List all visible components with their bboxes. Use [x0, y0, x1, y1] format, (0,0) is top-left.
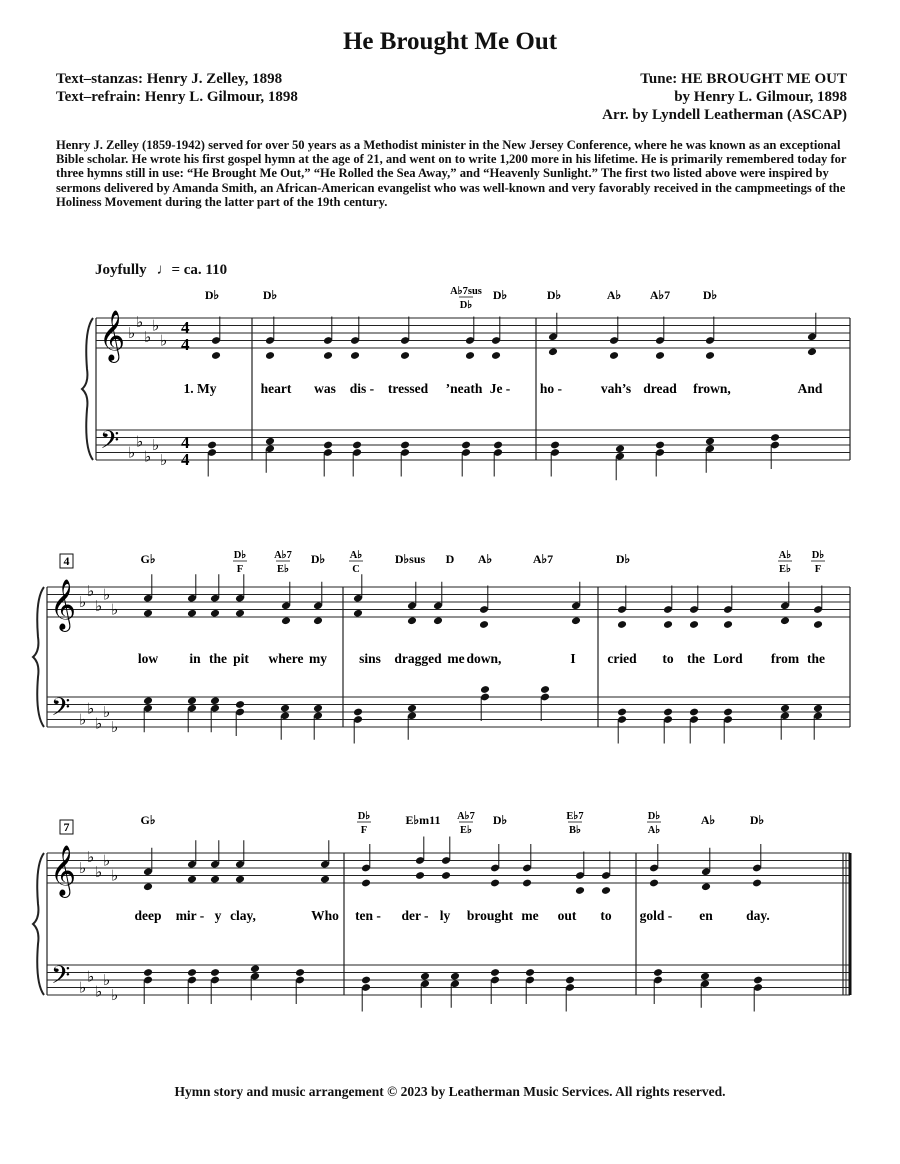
treble-notehead — [490, 879, 500, 888]
bass-notehead — [770, 433, 780, 442]
lyric-syllable: dis - — [349, 381, 375, 396]
chord-symbol: E♭7 — [566, 811, 584, 822]
treble-notehead — [320, 875, 330, 884]
lyric-syllable: deep — [134, 908, 162, 923]
lyric-syllable: me — [447, 651, 465, 666]
treble-notehead — [143, 609, 153, 618]
flat-icon: ♭ — [95, 982, 103, 1001]
treble-notehead — [705, 351, 715, 360]
bass-notehead — [653, 968, 663, 977]
flat-icon: ♭ — [95, 714, 103, 733]
bass-notehead — [780, 704, 790, 713]
bass-notehead — [461, 441, 471, 450]
lyric-syllable: cried — [607, 651, 637, 666]
arranger-credit: Arr. by Lyndell Leatherman (ASCAP) — [602, 107, 847, 123]
flat-icon: ♭ — [111, 600, 119, 619]
chord-symbol: D♭sus — [394, 552, 426, 566]
bass-notehead — [361, 976, 371, 985]
treble-notehead — [235, 875, 245, 884]
flat-icon: ♭ — [79, 710, 87, 729]
flat-icon: ♭ — [111, 718, 119, 736]
flat-icon: ♭ — [136, 432, 144, 451]
bass-notehead — [450, 972, 460, 981]
flat-icon: ♭ — [160, 331, 168, 350]
bass-notehead — [323, 441, 333, 450]
lyric-syllable: dread — [643, 381, 677, 396]
bass-notehead — [353, 708, 363, 717]
chord-bass-note: E♭ — [779, 564, 791, 575]
bass-notehead — [210, 696, 220, 705]
chord-symbol: A♭7 — [649, 288, 671, 302]
chord-symbol: A♭ — [778, 550, 792, 561]
flat-icon: ♭ — [111, 866, 119, 885]
chord-symbol: D♭ — [811, 550, 825, 561]
chord-symbol: A♭ — [349, 550, 363, 561]
chord-symbol: D♭ — [357, 811, 371, 822]
bass-notehead — [617, 708, 627, 717]
lyric-syllable: the — [209, 651, 227, 666]
bass-notehead — [480, 685, 490, 694]
lyric-syllable: gold - — [639, 908, 673, 923]
bass-notehead — [655, 441, 665, 450]
treble-notehead — [663, 620, 673, 629]
lyric-syllable: down, — [466, 651, 502, 666]
flat-icon: ♭ — [111, 986, 119, 1004]
lyric-syllable: brought — [466, 908, 514, 923]
bass-notehead — [420, 972, 430, 981]
lyric-syllable: out — [557, 908, 577, 923]
flat-icon: ♭ — [95, 596, 103, 615]
lyric-syllable: sins — [359, 651, 381, 666]
treble-notehead — [313, 616, 323, 625]
treble-clef-icon: 𝄞 — [50, 845, 77, 896]
lyric-syllable: ’neath — [445, 381, 483, 396]
bass-notehead — [615, 444, 625, 453]
chord-symbol: A♭ — [606, 288, 622, 302]
chord-bass-note: E♭ — [277, 564, 289, 575]
bass-notehead — [490, 968, 500, 977]
flat-icon: ♭ — [103, 971, 111, 989]
hymn-story: Henry J. Zelley (1859-1942) served for over 50 years as a Methodist minister in the New Jersey Conference, where he was known as an exceptional Bible scholar. He wrote his first gospel hymn at the age of 21, and went on to write 1,200 more in his lifetime. He is primarily remembered today for three hymns still in use: “He Brought Me Out,” “He Rolled the Sea Away,” and “Heavenly Sunlight.” The first two listed above were inspired by sermons delivered by Amanda Smith, an African-American evangelist who was well-known and very favorably received in the campmeetings of the Holiness Movement during the latter part of the 19th century. — [56, 138, 847, 209]
bass-clef-icon: 𝄢 — [100, 426, 120, 461]
time-sig-bottom-bass: 4 — [181, 450, 190, 469]
flat-icon: ♭ — [95, 862, 103, 881]
treble-notehead — [609, 351, 619, 360]
lyric-syllable: Who — [311, 908, 339, 923]
treble-notehead — [548, 347, 558, 356]
bass-notehead — [313, 704, 323, 713]
bass-notehead — [352, 441, 362, 450]
bass-notehead — [187, 696, 197, 705]
time-sig-bottom: 4 — [181, 335, 190, 354]
treble-notehead — [350, 351, 360, 360]
tune-name: Tune: HE BROUGHT ME OUT — [640, 71, 847, 87]
flat-icon: ♭ — [152, 436, 160, 454]
bass-notehead — [565, 976, 575, 985]
flat-icon: ♭ — [103, 851, 111, 870]
bass-notehead — [753, 976, 763, 985]
chord-bass-note: A♭ — [647, 825, 661, 836]
treble-clef-icon: 𝄞 — [50, 579, 77, 630]
quarter-note-icon: ♩ — [156, 262, 172, 278]
flat-icon: ♭ — [79, 978, 87, 997]
lyric-syllable: Lord — [713, 651, 743, 666]
treble-notehead — [433, 616, 443, 625]
lyric-syllable: pit — [233, 651, 249, 666]
bass-notehead — [207, 441, 217, 450]
treble-notehead — [187, 609, 197, 618]
bass-notehead — [250, 964, 260, 973]
hymn-title: He Brought Me Out — [342, 28, 558, 55]
bass-notehead — [663, 708, 673, 717]
lyric-syllable: mir - — [175, 908, 205, 923]
flat-icon: ♭ — [136, 312, 144, 331]
flat-icon: ♭ — [87, 581, 95, 600]
chord-symbol: G♭ — [140, 813, 156, 827]
lyric-syllable: en — [699, 908, 713, 923]
bass-clef-icon: 𝄢 — [51, 693, 71, 728]
treble-notehead — [210, 875, 220, 884]
chord-symbol: D♭ — [702, 288, 718, 302]
treble-notehead — [211, 351, 221, 360]
flat-icon: ♭ — [79, 593, 87, 611]
chord-symbol: D♭ — [233, 550, 247, 561]
chord-symbol: A♭ — [700, 813, 716, 827]
chord-bass-note: F — [360, 825, 368, 836]
bass-notehead — [265, 437, 275, 446]
lyric-syllable: vah’s — [600, 381, 632, 396]
chord-symbol: G♭ — [140, 552, 156, 566]
flat-icon: ♭ — [128, 443, 136, 462]
treble-notehead — [752, 879, 762, 888]
bass-notehead — [187, 968, 197, 977]
bass-notehead — [400, 441, 410, 450]
lyric-syllable: ly — [439, 908, 451, 923]
bass-clef-icon: 𝄢 — [51, 961, 71, 996]
bass-notehead — [143, 968, 153, 977]
chord-symbol: D♭ — [546, 288, 562, 302]
flat-icon: ♭ — [152, 316, 160, 335]
lyric-syllable: was — [314, 381, 336, 396]
measure-number: 4 — [63, 554, 70, 568]
lyric-syllable: from — [770, 651, 800, 666]
treble-notehead — [575, 886, 585, 895]
chord-symbols — [141, 285, 826, 836]
flat-icon: ♭ — [79, 859, 87, 877]
bass-notehead — [540, 685, 550, 694]
lyric-syllable: And — [797, 381, 823, 396]
flat-icon: ♭ — [103, 585, 111, 604]
chord-symbol: D♭ — [647, 811, 661, 822]
lyric-syllable: I — [570, 651, 576, 666]
bass-notehead — [723, 708, 733, 717]
lyric-syllable: ten - — [355, 908, 381, 923]
lyric-syllable: the — [807, 651, 825, 666]
text-stanzas-credit: Text–stanzas: Henry J. Zelley, 1898 — [56, 71, 283, 87]
treble-notehead — [265, 351, 275, 360]
lyrics — [135, 381, 826, 923]
treble-notehead — [491, 351, 501, 360]
bass-notehead — [143, 696, 153, 705]
chord-symbol: D♭ — [492, 288, 508, 302]
treble-notehead — [361, 879, 371, 888]
chord-symbol: A♭ — [477, 552, 493, 566]
lyric-syllable: low — [137, 651, 159, 666]
treble-notehead — [701, 882, 711, 891]
text-refrain-credit: Text–refrain: Henry L. Gilmour, 1898 — [56, 89, 298, 105]
flat-icon: ♭ — [144, 447, 152, 466]
flat-icon: ♭ — [160, 451, 168, 469]
treble-notehead — [323, 351, 333, 360]
lyric-syllable: me — [521, 908, 539, 923]
chord-symbol: A♭7 — [532, 552, 554, 566]
treble-notehead — [143, 882, 153, 891]
bass-notehead — [525, 968, 535, 977]
chord-bass-note: B♭ — [569, 825, 581, 836]
treble-notehead — [281, 616, 291, 625]
treble-notehead — [479, 620, 489, 629]
lyric-syllable: der - — [401, 908, 429, 923]
chord-symbol: D♭ — [262, 288, 278, 302]
lyric-syllable: the — [687, 651, 705, 666]
treble-notehead — [617, 620, 627, 629]
bass-notehead — [407, 704, 417, 713]
bass-notehead — [280, 704, 290, 713]
chord-symbol: A♭7 — [274, 550, 292, 561]
bass-notehead — [705, 437, 715, 446]
treble-notehead — [400, 351, 410, 360]
treble-notehead — [441, 871, 451, 880]
bass-notehead — [493, 441, 503, 450]
lyric-syllable: 1. My — [183, 381, 217, 396]
bass-notehead — [235, 700, 245, 709]
lyric-syllable: y — [214, 908, 222, 923]
bass-notehead — [700, 972, 710, 981]
bass-notehead — [210, 968, 220, 977]
treble-notehead — [415, 871, 425, 880]
flat-icon: ♭ — [128, 324, 136, 342]
treble-notehead — [807, 347, 817, 356]
treble-notehead — [601, 886, 611, 895]
chord-symbol: D♭ — [204, 288, 220, 302]
treble-notehead — [813, 620, 823, 629]
lyric-syllable: my — [309, 651, 327, 666]
treble-notehead — [571, 616, 581, 625]
lyric-syllable: Je - — [489, 381, 511, 396]
chord-symbol: E♭m11 — [405, 813, 441, 827]
brace-icon — [33, 853, 44, 995]
treble-clef-icon: 𝄞 — [99, 310, 126, 361]
brace-icon — [33, 587, 44, 727]
metronome-value: = ca. 110 — [171, 262, 228, 278]
chord-bass-note: F — [814, 564, 822, 575]
treble-notehead — [655, 351, 665, 360]
lyric-syllable: heart — [260, 381, 292, 396]
tune-composer: by Henry L. Gilmour, 1898 — [674, 89, 847, 105]
lyric-syllable: to — [662, 651, 674, 666]
chord-bass-note: E♭ — [460, 825, 472, 836]
treble-notehead — [780, 616, 790, 625]
flat-icon: ♭ — [87, 967, 95, 986]
lyric-syllable: clay, — [230, 908, 256, 923]
time-sig-top: 4 — [181, 318, 190, 337]
chord-symbol: D♭ — [615, 552, 631, 566]
bass-notehead — [813, 704, 823, 713]
treble-notehead — [353, 609, 363, 618]
treble-notehead — [187, 875, 197, 884]
brace-icon — [82, 318, 93, 460]
bass-notehead — [295, 968, 305, 977]
lyric-syllable: tressed — [387, 381, 429, 396]
treble-notehead — [649, 879, 659, 888]
chord-symbol: D♭ — [749, 813, 765, 827]
treble-notehead — [522, 879, 532, 888]
flat-icon: ♭ — [87, 699, 95, 718]
lyric-syllable: in — [189, 651, 201, 666]
bass-notehead — [689, 708, 699, 717]
treble-notehead — [723, 620, 733, 629]
treble-notehead — [407, 616, 417, 625]
treble-notehead — [689, 620, 699, 629]
chord-bass-note: F — [236, 564, 244, 575]
flat-icon: ♭ — [103, 703, 111, 721]
lyric-syllable: to — [600, 908, 612, 923]
treble-notehead — [465, 351, 475, 360]
lyric-syllable: frown, — [693, 381, 731, 396]
lyric-syllable: where — [268, 651, 304, 666]
treble-notehead — [235, 609, 245, 618]
chord-symbol: A♭7 — [457, 811, 475, 822]
treble-notehead — [210, 609, 220, 618]
bass-notehead — [550, 441, 560, 450]
flat-icon: ♭ — [144, 327, 152, 346]
tempo-word: Joyfully — [95, 262, 147, 278]
flat-icon: ♭ — [87, 847, 95, 866]
chord-symbol: D — [445, 552, 455, 566]
lyric-syllable: day. — [746, 908, 770, 923]
time-sig-top-bass: 4 — [181, 433, 190, 452]
lyric-syllable: ho - — [539, 381, 563, 396]
chord-symbol: A♭7sus — [450, 286, 482, 297]
measure-number: 7 — [63, 820, 70, 834]
chord-symbol: D♭ — [492, 813, 508, 827]
copyright-footer: Hymn story and music arrangement © 2023 by Leatherman Music Services. All rights reserved. — [174, 1084, 726, 1099]
chord-bass-note: C — [352, 564, 360, 575]
lyric-syllable: dragged — [394, 651, 442, 666]
chord-bass-note: D♭ — [459, 300, 473, 311]
chord-symbol: D♭ — [310, 552, 326, 566]
